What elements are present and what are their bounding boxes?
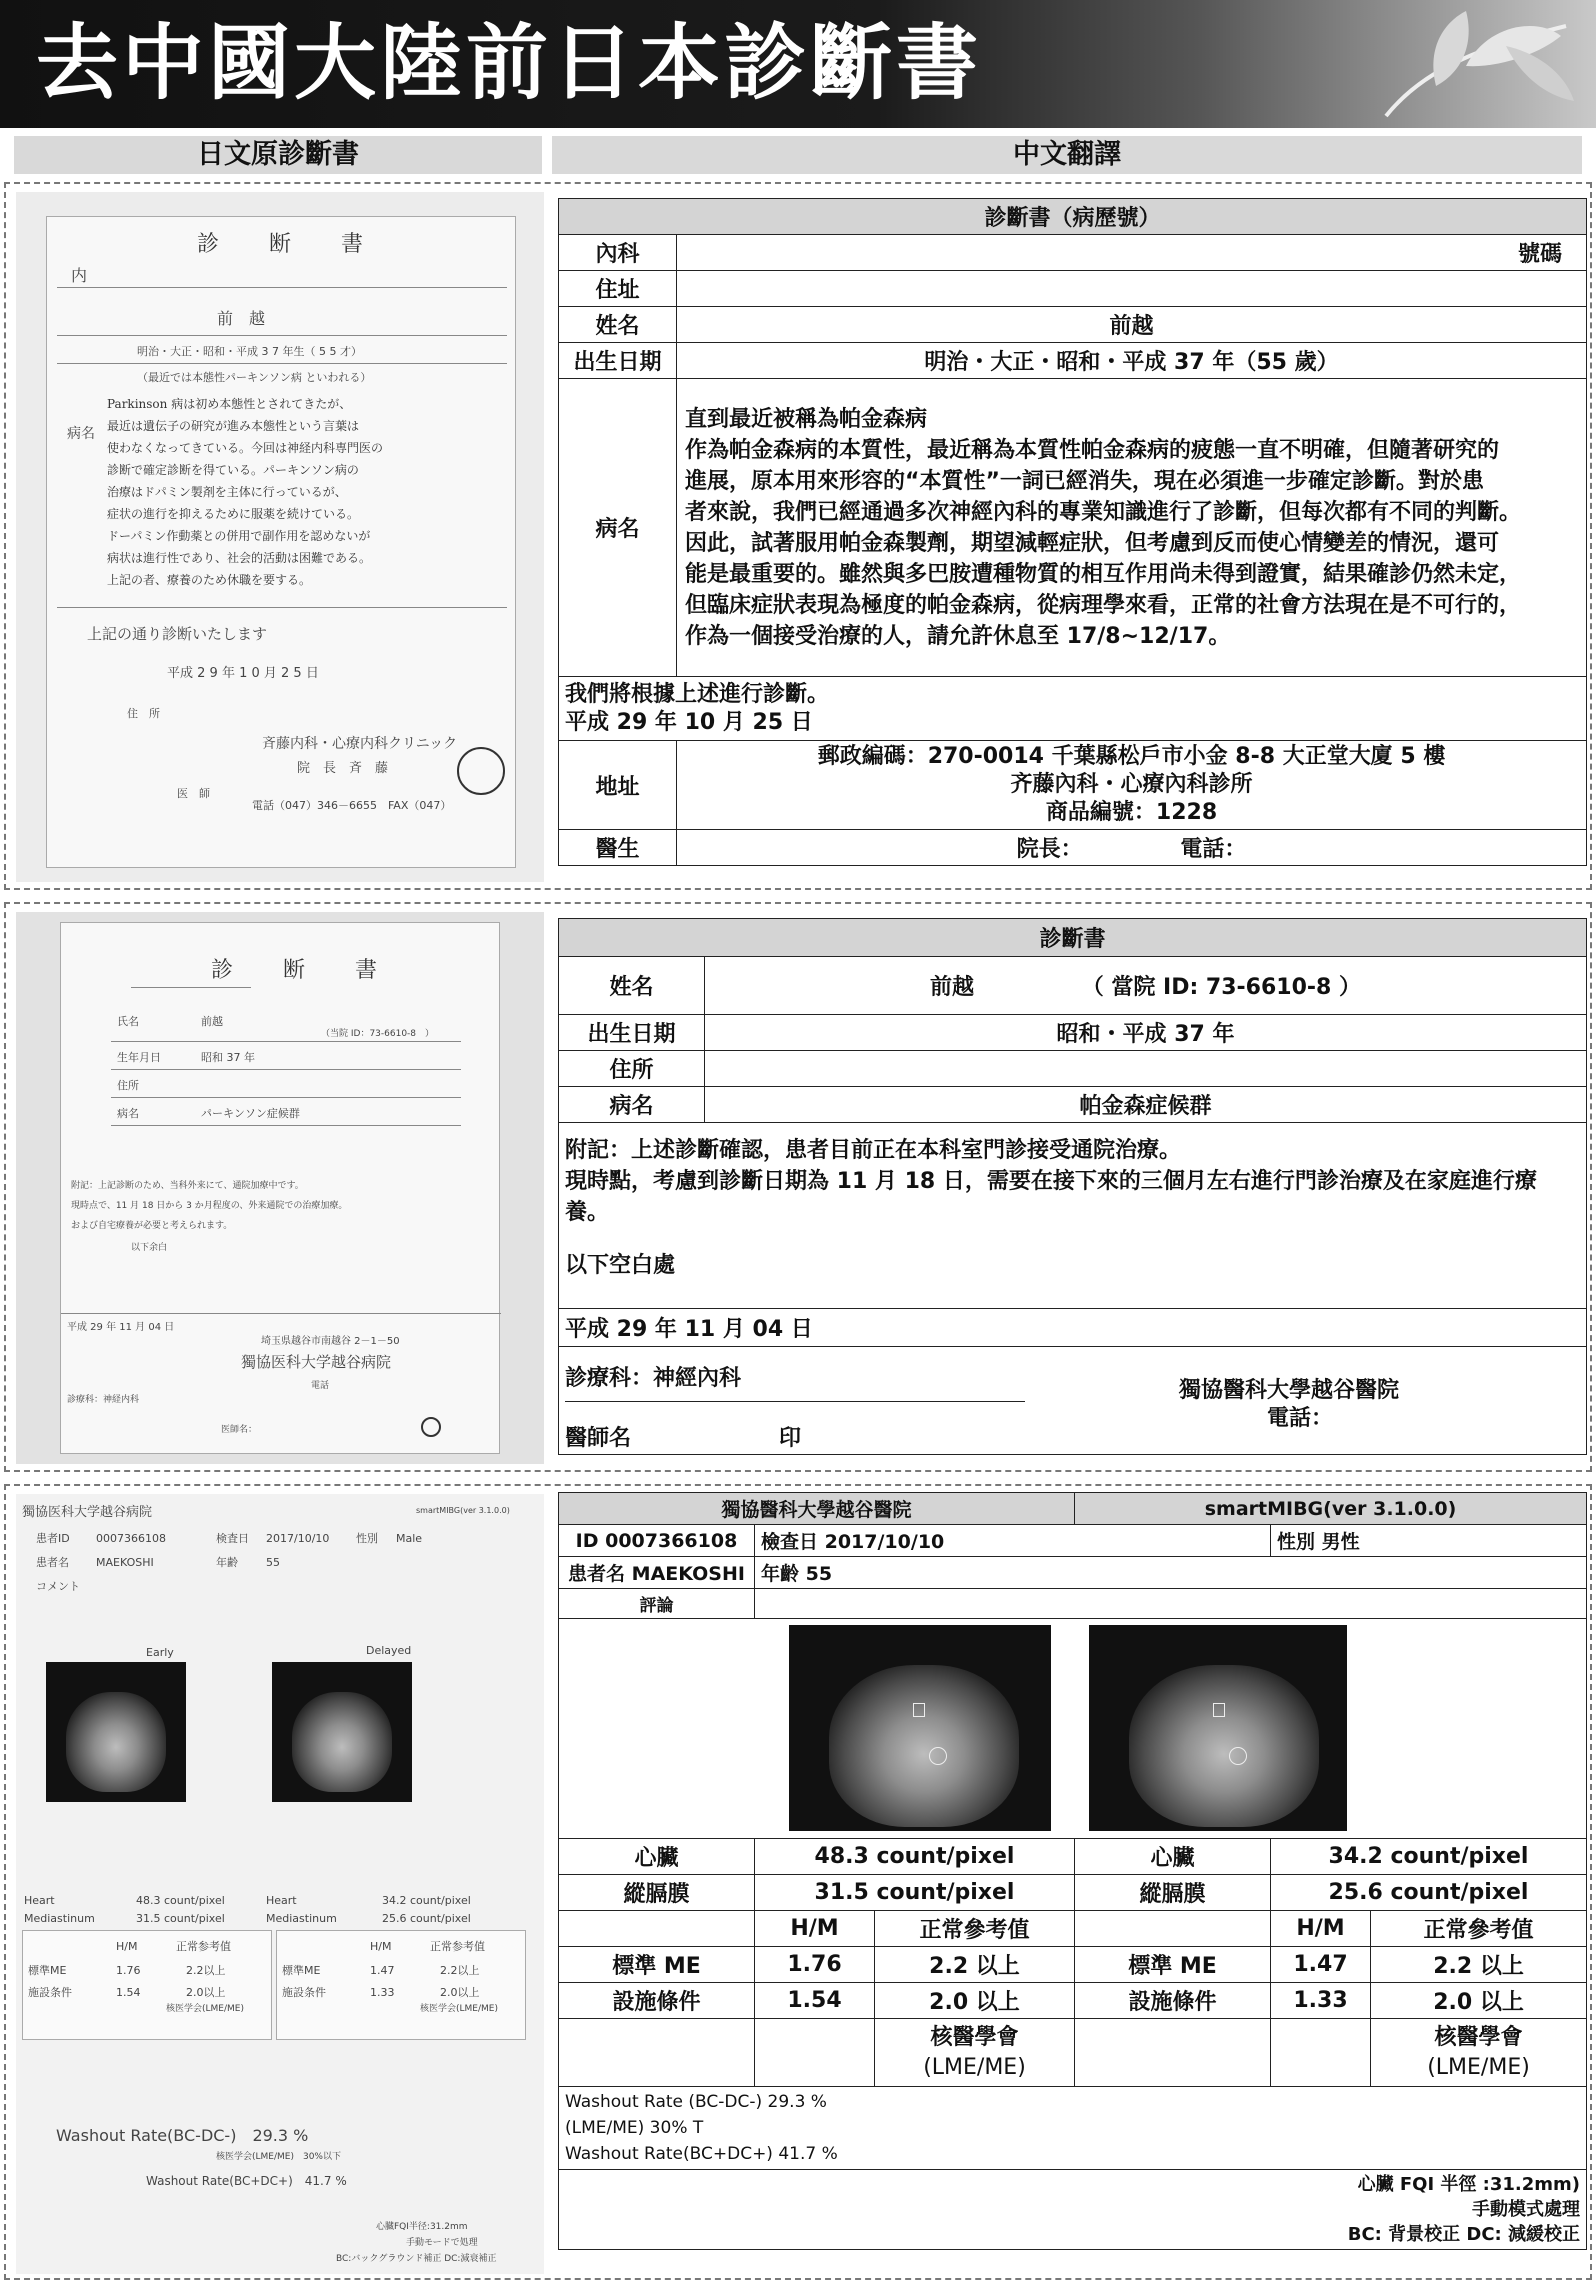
clinic-address-label: 地址 <box>559 741 677 830</box>
mibg-photo-early-heart: 48.3 count/pixel <box>136 1894 225 1907</box>
mibg-photo-washout1: Washout Rate(BC-DC-) 29.3 % <box>56 2126 309 2145</box>
early-hm-header: H/M <box>755 1911 875 1947</box>
mibg-section <box>4 1484 1592 2280</box>
delayed-fac-value: 1.33 <box>1271 1983 1371 2019</box>
photo-birth: 明治・大正・昭和・平成 3 7 年生（ 5 5 才） <box>137 345 362 358</box>
birth-label: 出生日期 <box>559 343 677 379</box>
delayed-ref-header: 正常參考值 <box>1371 1911 1587 1947</box>
address2-label: 住所 <box>559 1051 705 1087</box>
doctor-cell <box>677 830 1587 866</box>
mibg-photo-name-value: MAEKOSHI <box>96 1556 154 1569</box>
delayed-ref-src-2: (LME/ME) <box>1427 2054 1530 2080</box>
photo-body-lines <box>107 393 383 591</box>
mibg-photo-id-value: 0007366108 <box>96 1532 166 1545</box>
page-header <box>0 0 1596 128</box>
blank-cell <box>1075 1911 1271 1947</box>
photo-body-line: 治療はドパミン製剤を主体に行っているが、 <box>107 485 347 499</box>
photo-doc-title: 診 断 書 <box>197 232 378 257</box>
photo-body-line: 診断で確定診断を得ている。パーキンソン病の <box>107 463 359 477</box>
early-std-label: 標準 ME <box>559 1947 755 1983</box>
doctor2-label: 醫師名 <box>565 1426 632 1451</box>
early-std-ref: 2.2 以上 <box>875 1947 1075 1983</box>
mibg-photo-bc: BC:バックグラウンド補正 DC:減衰補正 <box>336 2254 497 2264</box>
photo-body-line: 使わなくなってきている。今回は神経内科専門医の <box>107 441 384 455</box>
mibg-photo-fac-d: 施設条件 <box>282 1986 326 1999</box>
mibg-photo-software: smartMIBG(ver 3.1.0.0) <box>416 1506 510 1515</box>
early-med-value: 31.5 count/pixel <box>755 1875 1075 1911</box>
photo2-hospital: 獨協医科大学越谷病院 <box>241 1353 392 1371</box>
doctor-label: 醫生 <box>559 830 677 866</box>
statement-text: 我們將根據上述進行診斷。 <box>565 681 830 707</box>
column-header-original: 日文原診斷書 <box>14 136 542 174</box>
photo-body-line: 症状の進行を抑えるために服薬を続けている。 <box>107 507 360 521</box>
photo2-note3: および自宅療養が必要と考えられます。 <box>71 1221 233 1231</box>
mibg-photo-age-value: 55 <box>266 1556 280 1569</box>
seal-label: 印 <box>779 1426 802 1451</box>
delayed-scan-thumbnail <box>272 1662 412 1802</box>
signature-cell <box>559 1347 1587 1455</box>
address-value <box>677 271 1587 307</box>
mibg-age: 年齡 55 <box>755 1557 1587 1589</box>
translation-table-1 <box>558 198 1587 866</box>
diagnosis-text <box>677 379 1587 677</box>
photo2-doctor: 医師名： <box>221 1425 258 1435</box>
photo2-note1: 附記：上記診断のため、当科外来にて、通院加療中です。 <box>71 1181 304 1191</box>
photo-date: 平成 2 9 年 1 0 月 2 5 日 <box>167 666 319 681</box>
delayed-scan-image <box>1089 1625 1347 1831</box>
photo2-name-value: 前越 <box>201 1015 223 1028</box>
photo2-note2: 現時点で、11 月 18 日から 3 か月程度の、外来通院での治療加療。 <box>71 1201 348 1211</box>
mibg-photo-med-early: Mediastinum <box>24 1912 95 1925</box>
name-value: 前越 <box>677 307 1587 343</box>
delayed-fac-label: 設施條件 <box>1075 1983 1271 2019</box>
photo-closing: 上記の通り診断いたします <box>87 625 268 643</box>
leaf-decoration-icon <box>1346 6 1576 124</box>
blank-cell <box>755 2019 875 2087</box>
number-label: 號碼 <box>677 235 1587 271</box>
mibg-photo-fac-d-val: 1.33 <box>370 1986 395 1999</box>
early-ref-src-1: 核醫學會 <box>930 2024 1019 2050</box>
blank-cell <box>559 1911 755 1947</box>
mibg-photo-delayed-med: 25.6 count/pixel <box>382 1912 471 1925</box>
photo-clinic: 斉藤内科・心療内科クリニック <box>262 736 458 752</box>
mibg-photo-exam-label: 検査日 <box>216 1532 249 1545</box>
washout-cell <box>559 2087 1587 2170</box>
name2-label: 姓名 <box>559 957 705 1015</box>
mibg-photo-heart-delayed: Heart <box>266 1894 297 1907</box>
address-label: 住址 <box>559 271 677 307</box>
delayed-std-value: 1.47 <box>1271 1947 1371 1983</box>
photo2-disease-value: パーキンソン症候群 <box>201 1107 300 1120</box>
mibg-photo-std-d-val: 1.47 <box>370 1964 395 1977</box>
delayed-fac-ref: 2.0 以上 <box>1371 1983 1587 2019</box>
diagnosis-line: 因此，試著服用帕金森製劑，期望減輕症狀，但考慮到反而使心情變差的情況，還可 <box>685 530 1500 556</box>
hospital-id: （ 當院 ID: 73-6610-8 ） <box>1081 975 1361 1000</box>
mibg-id: ID 0007366108 <box>559 1525 755 1557</box>
photo-address-label: 住 所 <box>127 707 160 720</box>
blank-cell <box>1075 2019 1271 2087</box>
photo-body-line: 上記の者、療養のため休職を要する。 <box>107 573 312 587</box>
mibg-photo-sex-value: Male <box>396 1532 423 1545</box>
photo-body-line: 病状は進行性であり、社会的活動は困難である。 <box>107 551 372 565</box>
diagnosis-line: 進展，原本用來形容的“本質性”一詞已經消失，現在必須進一步確定診斷。對於患 <box>685 468 1484 494</box>
diagnosis-line: 作為一個接受治療的人，請允許休息至 17/8~12/17。 <box>685 623 1231 649</box>
name2-value: 前越 <box>930 975 975 1000</box>
clinic-name: 齐藤內科・心療內科診所 <box>1010 772 1253 797</box>
mibg-comment-value <box>755 1589 1587 1619</box>
mibg-photo-ref-fac-e: 2.0以上 <box>186 1986 226 1999</box>
photo2-date: 平成 29 年 11 月 04 日 <box>67 1322 175 1333</box>
diagnosis-line: 作為帕金森病的本質性，最近稱為本質性帕金森病的疲態一直不明確，但隨著研究的 <box>685 437 1500 463</box>
hospital2-name: 獨協醫科大學越谷醫院 <box>1179 1378 1400 1403</box>
photo2-birth-label: 生年月日 <box>117 1051 161 1064</box>
date2: 平成 29 年 11 月 04 日 <box>559 1309 1587 1347</box>
early-std-value: 1.76 <box>755 1947 875 1983</box>
column-header-translation: 中文翻譯 <box>552 136 1582 174</box>
photo-director: 院 長 斉 藤 <box>297 761 389 776</box>
photo2-phone-label: 電話 <box>311 1381 330 1391</box>
birth2-value: 昭和・平成 37 年 <box>705 1015 1587 1051</box>
early-ref-src-2: (LME/ME) <box>923 2054 1026 2080</box>
translation-table-2 <box>558 918 1587 1455</box>
birth-value: 明治・大正・昭和・平成 37 年（55 歲） <box>677 343 1587 379</box>
mibg-photo-hm-e: H/M <box>116 1940 138 1953</box>
blank-note: 以下空白處 <box>565 1253 676 1278</box>
delayed-heart-label: 心臟 <box>1075 1839 1271 1875</box>
early-med-label: 縱膈膜 <box>559 1875 755 1911</box>
certificate-section-1 <box>4 182 1592 890</box>
mibg-translation-table <box>558 1492 1587 2250</box>
early-scan-thumbnail <box>46 1662 186 1802</box>
delayed-med-label: 縱膈膜 <box>1075 1875 1271 1911</box>
mibg-photo-std-e: 標準ME <box>28 1964 67 1977</box>
birth2-label: 出生日期 <box>559 1015 705 1051</box>
clinic-address-cell <box>677 741 1587 830</box>
delayed-std-ref: 2.2 以上 <box>1371 1947 1587 1983</box>
mibg-sex: 性別 男性 <box>1271 1525 1587 1557</box>
delayed-std-label: 標準 ME <box>1075 1947 1271 1983</box>
delayed-hm-header: H/M <box>1271 1911 1371 1947</box>
clinic-seal-icon <box>457 747 505 795</box>
delayed-heart-value: 34.2 count/pixel <box>1271 1839 1587 1875</box>
original-certificate-photo-1 <box>16 192 544 882</box>
director-label: 院長： <box>1016 837 1083 862</box>
photo2-disease-label: 病名 <box>117 1107 139 1120</box>
original-certificate-photo-2 <box>16 912 544 1464</box>
mibg-photo-ref-e: 正常参考值 <box>176 1940 231 1953</box>
mibg-photo-fac-e-val: 1.54 <box>116 1986 141 1999</box>
mibg-photo-early: Early <box>146 1646 174 1659</box>
note-cell <box>559 1123 1587 1309</box>
mibg-images-cell <box>559 1619 1587 1839</box>
statement-cell <box>559 677 1587 741</box>
mibg-photo-hm-d: H/M <box>370 1940 392 1953</box>
delayed-ref-src-1: 核醫學會 <box>1434 2024 1523 2050</box>
mibg-software: smartMIBG(ver 3.1.0.0) <box>1075 1493 1587 1525</box>
diagnosis-label: 病名 <box>559 379 677 677</box>
mibg-photo-ref-src-d: 核医学会(LME/ME) <box>420 2004 498 2014</box>
diagnosis-line: 者來說，我們已經通過多次神經內科的專業知識進行了診斷，但每次都有不同的判斷。 <box>685 499 1522 525</box>
diagnosis-line: 直到最近被稱為帕金森病 <box>685 406 928 432</box>
washout-rate-1: Washout Rate (BC-DC-) 29.3 % <box>565 2092 827 2112</box>
photo-body-line: Parkinson 病は初め本態性とされてきたが、 <box>107 397 352 411</box>
address2-value <box>705 1051 1587 1087</box>
mibg-photo-ref-std-d: 2.2以上 <box>440 1964 480 1977</box>
photo-dept: 内 <box>71 266 88 285</box>
mode-note: 手動模式處理 <box>1472 2199 1581 2220</box>
mibg-hospital: 獨協醫科大學越谷醫院 <box>559 1493 1075 1525</box>
mibg-photo-fac-e: 施設条件 <box>28 1986 72 1999</box>
mibg-photo-ref-d: 正常参考值 <box>430 1940 485 1953</box>
dept-label: 內科 <box>559 235 677 271</box>
page-title: 去中國大陸前日本診斷書 <box>36 16 983 111</box>
photo-phone: 電話（047）346－6655 FAX（047） <box>252 799 452 812</box>
delayed-med-value: 25.6 count/pixel <box>1271 1875 1587 1911</box>
mibg-photo-mode: 手動モードで処理 <box>406 2238 478 2248</box>
phone-label: 電話： <box>1180 837 1247 862</box>
mibg-photo-ref-std-e: 2.2以上 <box>186 1964 226 1977</box>
early-heart-label: 心臟 <box>559 1839 755 1875</box>
name-label: 姓名 <box>559 307 677 343</box>
washout-ref: (LME/ME) 30% T <box>565 2118 704 2138</box>
early-fac-value: 1.54 <box>755 1983 875 2019</box>
mibg-photo-delayed: Delayed <box>366 1644 412 1657</box>
mibg-photo-heart-early: Heart <box>24 1894 55 1907</box>
note2: 現時點，考慮到診斷日期為 11 月 18 日，需要在接下來的三個月左右進行門診治療及在家庭進行療養。 <box>565 1169 1537 1225</box>
mibg-photo-age-label: 年齢 <box>216 1556 238 1569</box>
translation-title: 診斷書（病歷號） <box>559 199 1587 235</box>
diagnosis-line: 能是最重要的。雖然與多巴胺遭種物質的相互作用尚未得到證實，結果確診仍然未定， <box>685 561 1522 587</box>
product-number: 商品編號：1228 <box>1045 800 1218 825</box>
photo2-title: 診 断 書 <box>211 958 392 983</box>
bc-note: BC: 背景校正 DC: 減緩校正 <box>1347 2224 1581 2245</box>
translation2-title: 診斷書 <box>559 919 1587 957</box>
photo2-id: （当院 ID：73-6610-8 ） <box>321 1029 435 1039</box>
blank-cell <box>559 2019 755 2087</box>
early-fac-label: 設施條件 <box>559 1983 755 2019</box>
photo-name: 前 越 <box>217 309 266 328</box>
mibg-photo-washout1-ref: 核医学会(LME/ME) 30%以下 <box>216 2152 341 2162</box>
photo-body-line: 最近は遺伝子の研究が進み本態性という言葉は <box>107 419 360 433</box>
early-ref-src <box>875 2019 1075 2087</box>
mibg-photo-hospital: 獨協医科大学越谷病院 <box>22 1505 153 1520</box>
name2-cell <box>705 957 1587 1015</box>
hospital-seal-icon <box>421 1417 441 1437</box>
photo2-dept: 診療科：神経内科 <box>67 1395 140 1405</box>
photo-doctor-label: 医 師 <box>177 787 210 800</box>
mibg-photo-comment-label: コメント <box>36 1580 80 1593</box>
certificate-section-2 <box>4 902 1592 1472</box>
mibg-photo-std-d: 標準ME <box>282 1964 321 1977</box>
diagnosis-line: 但臨床症狀表現為極度的帕金森病，從病理學來看，正常的社會方法現在是不可行的， <box>685 592 1522 618</box>
processing-notes-cell <box>559 2170 1587 2250</box>
photo-body-line: ドーパミン作動薬との併用で副作用を認めないが <box>107 529 371 543</box>
mibg-photo-ref-src-e: 核医学会(LME/ME) <box>166 2004 244 2014</box>
photo2-address-label: 住所 <box>117 1079 139 1092</box>
mibg-photo-early-med: 31.5 count/pixel <box>136 1912 225 1925</box>
mibg-photo-fqi: 心臓FQI半径:31.2mm <box>376 2222 468 2232</box>
mibg-photo-med-delayed: Mediastinum <box>266 1912 337 1925</box>
note1: 附記：上述診斷確認，患者目前正在本科室門診接受通院治療。 <box>565 1138 1182 1163</box>
mibg-photo-ref-fac-d: 2.0以上 <box>440 1986 480 1999</box>
mibg-exam-date: 檢查日 2017/10/10 <box>755 1525 1271 1557</box>
disease-label: 病名 <box>559 1087 705 1123</box>
blank-cell <box>1271 2019 1371 2087</box>
hospital2-phone: 電話： <box>1267 1406 1334 1431</box>
dept2: 診療科：神經內科 <box>565 1366 742 1391</box>
early-fac-ref: 2.0 以上 <box>875 1983 1075 2019</box>
mibg-patient: 患者名 MAEKOSHI <box>559 1557 755 1589</box>
disease-value: 帕金森症候群 <box>705 1087 1587 1123</box>
photo-diag-label: 病名 <box>67 426 95 442</box>
postal-text: 郵政編碼：270-0014 千葉縣松戶市小金 8-8 大正堂大廈 5 樓 <box>817 744 1446 769</box>
mibg-photo-std-e-val: 1.76 <box>116 1964 141 1977</box>
photo2-address: 埼玉県越谷市南越谷 2－1－50 <box>261 1336 400 1347</box>
mibg-photo-name-label: 患者名 <box>36 1556 69 1569</box>
photo2-blank: 以下余白 <box>131 1243 168 1253</box>
photo-diag-top: （最近では本態性パーキンソン病 といわれる） <box>137 371 372 384</box>
original-mibg-photo <box>16 1494 544 2274</box>
mibg-photo-sex-label: 性別 <box>356 1532 378 1545</box>
early-heart-value: 48.3 count/pixel <box>755 1839 1075 1875</box>
mibg-photo-id-label: 患者ID <box>36 1532 70 1545</box>
early-ref-header: 正常參考值 <box>875 1911 1075 1947</box>
mibg-comment: 評論 <box>559 1589 755 1619</box>
photo2-name-label: 氏名 <box>117 1015 139 1028</box>
mibg-photo-delayed-heart: 34.2 count/pixel <box>382 1894 471 1907</box>
mibg-photo-washout2: Washout Rate(BC+DC+) 41.7 % <box>146 2174 347 2188</box>
photo2-birth-value: 昭和 37 年 <box>201 1051 255 1064</box>
fqi-note: 心臟 FQI 半徑 :31.2mm) <box>1357 2174 1581 2195</box>
mibg-photo-exam-value: 2017/10/10 <box>266 1532 330 1545</box>
early-scan-image <box>789 1625 1051 1831</box>
washout-rate-2: Washout Rate(BC+DC+) 41.7 % <box>565 2144 838 2164</box>
statement-date: 平成 29 年 10 月 25 日 <box>565 709 813 735</box>
delayed-ref-src <box>1371 2019 1587 2087</box>
